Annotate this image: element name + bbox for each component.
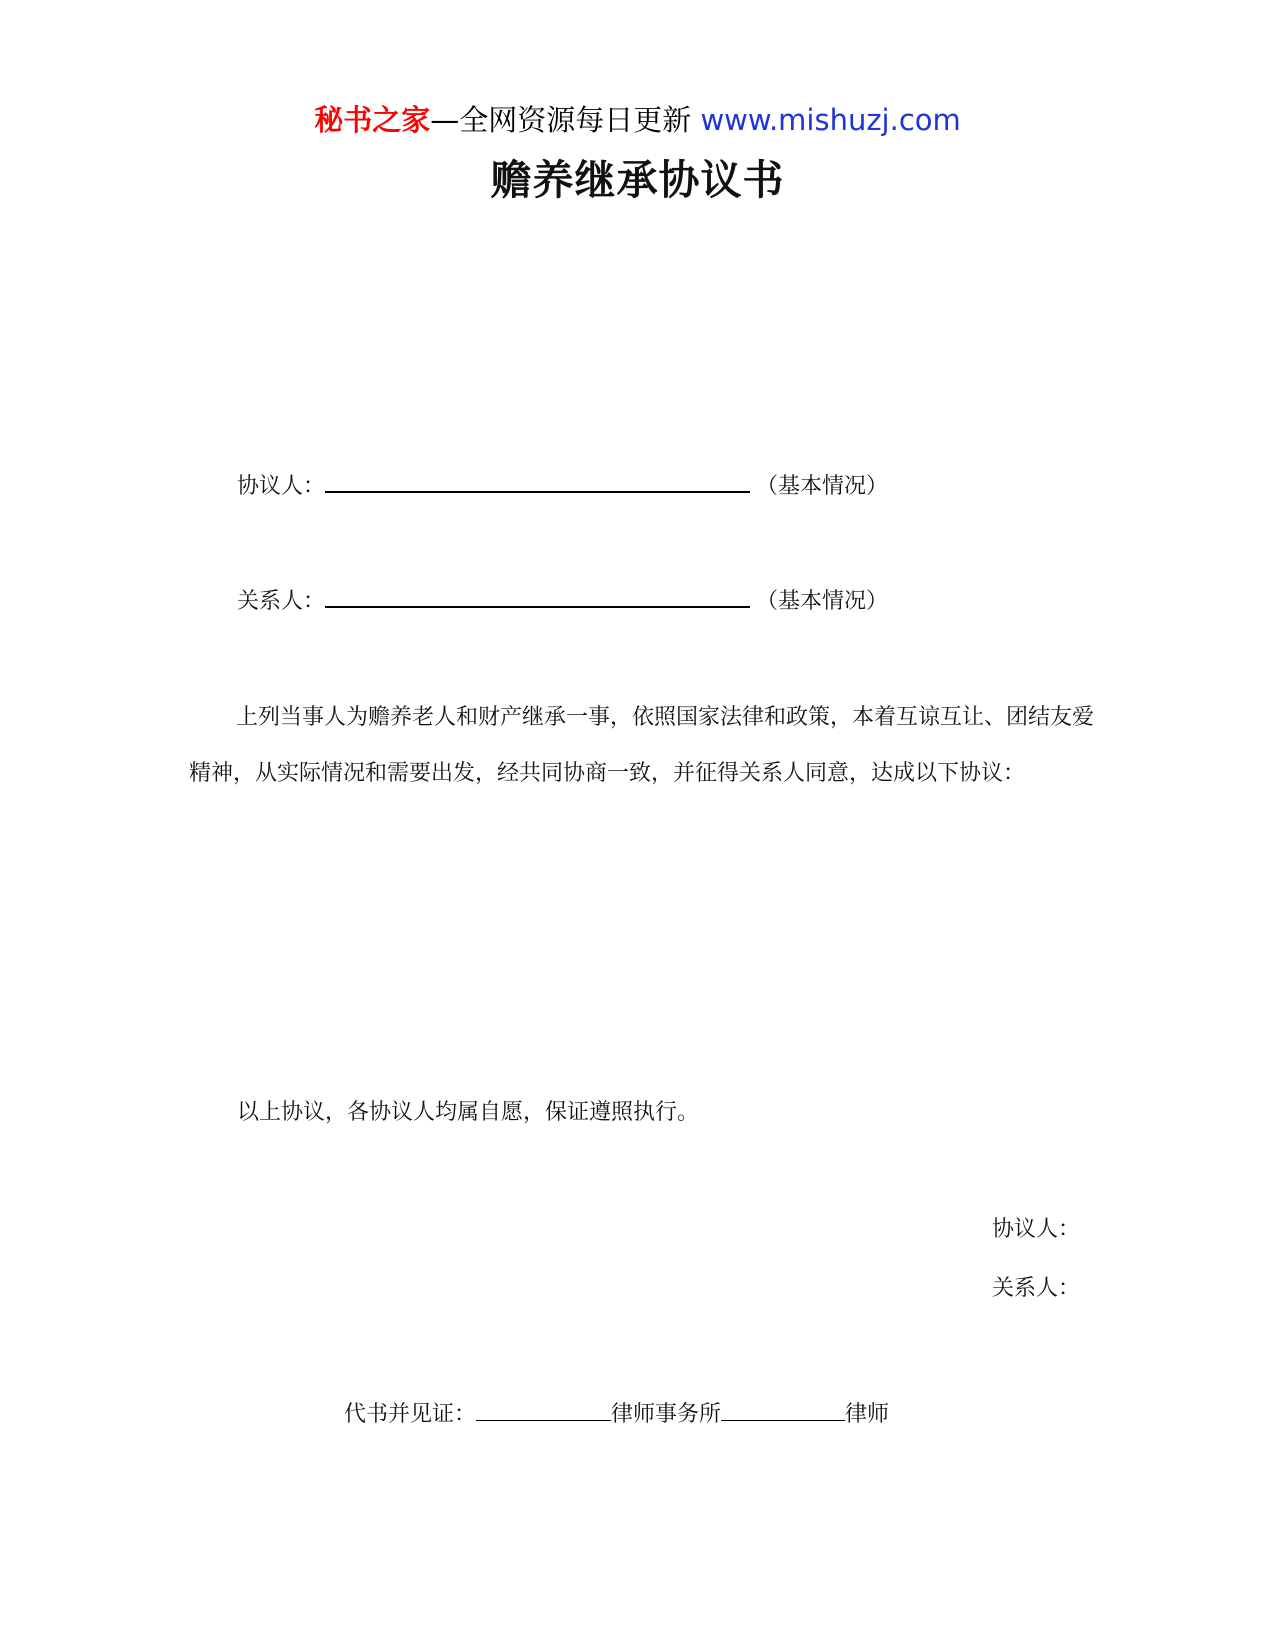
related-field-row xyxy=(237,584,888,617)
party-field-note: （基本情况） xyxy=(756,474,889,499)
related-field-label: 关系人： xyxy=(237,589,326,614)
party-field-label: 协议人： xyxy=(237,474,326,499)
witness-line xyxy=(344,1398,889,1430)
related-blank-line[interactable] xyxy=(325,584,750,608)
site-url-link[interactable]: www.mishuzj.com xyxy=(700,103,961,137)
law-firm-blank[interactable] xyxy=(476,1398,611,1421)
lawyer-blank[interactable] xyxy=(721,1398,845,1421)
closing-statement: 以上协议，各协议人均属自愿，保证遵照执行。 xyxy=(237,1100,700,1125)
site-header xyxy=(0,100,1275,140)
document-title: 赡养继承协议书 xyxy=(490,156,785,204)
agreement-paragraph: 上列当事人为赡养老人和财产继承一事，依照国家法律和政策，本着互谅互让、团结友爱精神，从实际情况和需要出发，经共同协商一致，并征得关系人同意，达成以下协议： xyxy=(189,705,1095,786)
brand-name: 秘书之家 xyxy=(314,103,431,137)
header-slogan: —全网资源每日更新 xyxy=(430,103,701,137)
party-signature-label: 协议人： xyxy=(991,1217,1080,1242)
party-blank-line[interactable] xyxy=(325,469,750,493)
related-field-note: （基本情况） xyxy=(756,589,889,614)
related-signature-label: 关系人： xyxy=(991,1276,1080,1301)
lawyer-suffix: 律师 xyxy=(845,1402,890,1427)
law-firm-suffix: 律师事务所 xyxy=(611,1402,722,1427)
party-field-row xyxy=(237,469,888,502)
witness-prefix: 代书并见证： xyxy=(344,1402,477,1427)
